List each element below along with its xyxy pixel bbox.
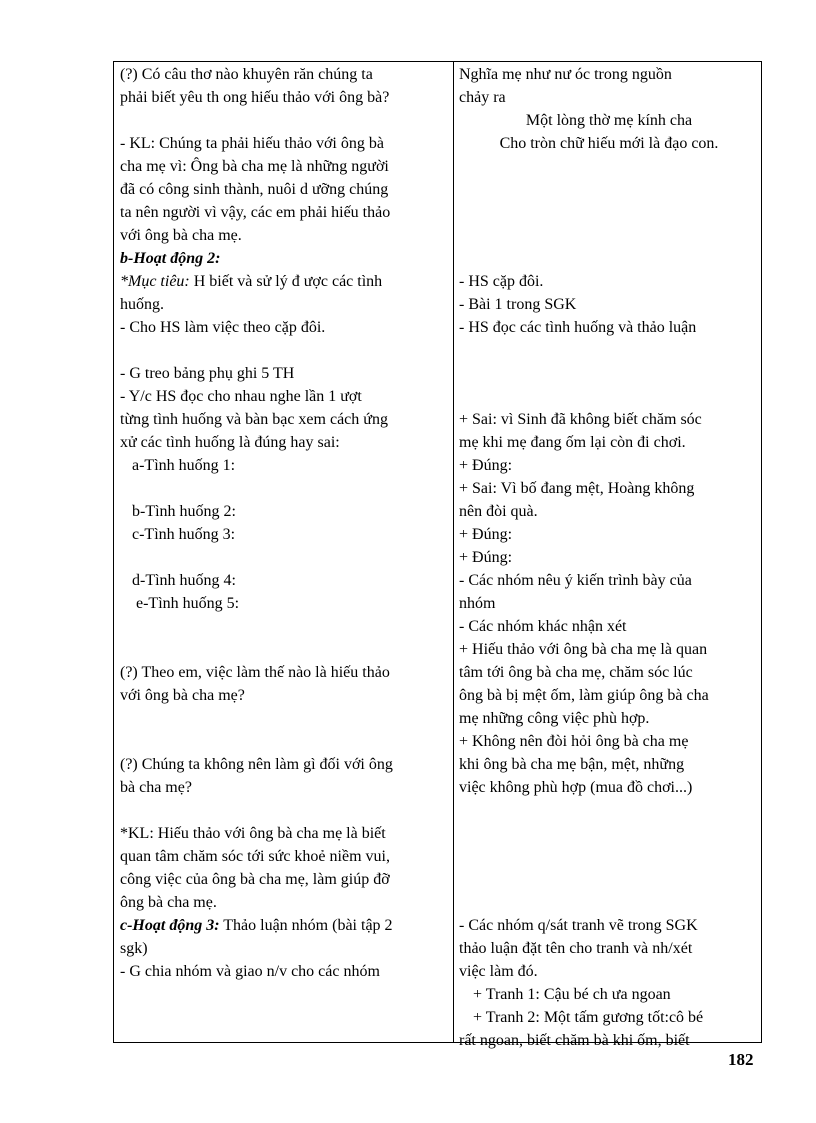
activity-3-line: sgk) xyxy=(120,940,148,957)
picture-2-line: + Tranh 2: Một tấm gương tốt:cô bé xyxy=(473,1009,704,1026)
conclusion-2-line: quan tâm chăm sóc tới sức khoẻ niềm vui, xyxy=(120,848,390,865)
board-instruction: - G treo bảng phụ ghi 5 TH xyxy=(120,365,295,382)
groups-comment: - Các nhóm khác nhận xét xyxy=(459,618,627,635)
answer-5: + Đúng: xyxy=(459,549,513,566)
conclusion-line: cha mẹ vì: Ông bà cha mẹ là những người xyxy=(120,158,389,175)
objective-label: *Mục tiêu: xyxy=(120,273,190,290)
filial-answer-line: + Hiếu thảo với ông bà cha mẹ là quan xyxy=(459,641,708,658)
question-dont-line: (?) Chúng ta không nên làm gì đối với ông xyxy=(120,756,393,773)
exercise-ref: - Bài 1 trong SGK xyxy=(459,296,577,313)
objective-line: huống. xyxy=(120,296,164,313)
answer-1-line: + Sai: vì Sinh đã không biết chăm sóc xyxy=(459,411,702,428)
reading-instruction-line: - Y/c HS đọc cho nhau nghe lần 1 ượt xyxy=(120,388,362,405)
conclusion-line: với ông bà cha mẹ. xyxy=(120,227,242,244)
poem-line: Một lòng thờ mẹ kính cha xyxy=(525,112,693,129)
objective-line xyxy=(120,270,382,293)
observe-line: việc làm đó. xyxy=(459,963,538,980)
conclusion-2-line: *KL: Hiếu thảo với ông bà cha mẹ là biết xyxy=(120,825,386,842)
proverb-line: chảy ra xyxy=(459,89,506,106)
situation-1-label: a-Tình huống 1: xyxy=(132,457,236,474)
filial-answer-line: ông bà bị mệt ốm, làm giúp ông bà cha xyxy=(459,687,709,704)
pair-response: - HS cặp đôi. xyxy=(459,273,544,290)
answer-2: + Đúng: xyxy=(459,457,513,474)
observe-line: - Các nhóm q/sát tranh vẽ trong SGK xyxy=(459,917,698,934)
group-assignment: - G chia nhóm và giao n/v cho các nhóm xyxy=(120,963,380,980)
dont-answer-line: việc không phù hợp (mua đồ chơi...) xyxy=(459,779,693,796)
picture-1-answer: + Tranh 1: Cậu bé ch ưa ngoan xyxy=(473,986,671,1003)
poem-line: Cho tròn chữ hiếu mới là đạo con. xyxy=(499,135,719,152)
pair-work-instruction: - Cho HS làm việc theo cặp đôi. xyxy=(120,319,326,336)
situation-5-label: e-Tình huống 5: xyxy=(136,595,240,612)
filial-answer-line: mẹ những công việc phù hợp. xyxy=(459,710,650,727)
question-dont-line: bà cha mẹ? xyxy=(120,779,192,796)
conclusion-2-line: ông bà cha mẹ. xyxy=(120,894,217,911)
question-poem-line: phải biết yêu th ong hiếu thảo với ông bà? xyxy=(120,89,390,106)
objective-text: H biết và sử lý đ ược các tình xyxy=(189,273,383,290)
question-filial-line: (?) Theo em, việc làm thế nào là hiếu thảo xyxy=(120,664,390,681)
filial-answer-line: tâm tới ông bà cha mẹ, chăm sóc lúc xyxy=(459,664,693,681)
dont-answer-line: + Không nên đòi hỏi ông bà cha mẹ xyxy=(459,733,689,750)
answer-3-line: + Sai: Vì bố đang mệt, Hoàng không xyxy=(459,480,695,497)
activity-3-text: Thảo luận nhóm (bài tập 2 xyxy=(219,917,393,934)
groups-present-line: - Các nhóm nêu ý kiến trình bày của xyxy=(459,572,692,589)
proverb-line: Nghĩa mẹ như nư óc trong nguồn xyxy=(459,66,672,83)
situation-4-label: d-Tình huống 4: xyxy=(132,572,236,589)
situation-3-label: c-Tình huống 3: xyxy=(132,526,236,543)
situation-2-label: b-Tình huống 2: xyxy=(132,503,236,520)
column-divider xyxy=(453,62,454,1042)
answer-1-line: mẹ khi mẹ đang ốm lại còn đi chơi. xyxy=(459,434,686,451)
dont-answer-line: khi ông bà cha mẹ bận, mệt, những xyxy=(459,756,685,773)
conclusion-line: đã có công sinh thành, nuôi d ưỡng chúng xyxy=(120,181,389,198)
reading-instruction-line: xử các tình huống là đúng hay sai: xyxy=(120,434,340,451)
activity-3-title: c-Hoạt động 3: xyxy=(120,917,220,934)
page-number: 182 xyxy=(728,1050,754,1069)
conclusion-line: - KL: Chúng ta phải hiếu thảo với ông bà xyxy=(120,135,384,152)
conclusion-2-line: công việc của ông bà cha mẹ, làm giúp đỡ xyxy=(120,871,390,888)
question-filial-line: với ông bà cha mẹ? xyxy=(120,687,245,704)
question-poem-line: (?) Có câu thơ nào khuyên răn chúng ta xyxy=(120,66,373,83)
activity-3-heading xyxy=(120,914,393,937)
reading-instruction-line: từng tình huống và bàn bạc xem cách ứng xyxy=(120,411,388,428)
picture-2-line: rất ngoan, biết chăm bà khi ốm, biết xyxy=(459,1032,690,1049)
activity-2-heading: b-Hoạt động 2: xyxy=(120,250,221,267)
groups-present-line: nhóm xyxy=(459,595,496,612)
answer-3-line: nên đòi quà. xyxy=(459,503,538,520)
answer-4: + Đúng: xyxy=(459,526,513,543)
conclusion-line: ta nên người vì vậy, các em phải hiếu thảo xyxy=(120,204,391,221)
lesson-table xyxy=(113,61,762,1049)
discussion-response: - HS đọc các tình huống và thảo luận xyxy=(459,319,697,336)
observe-line: thảo luận đặt tên cho tranh và nh/xét xyxy=(459,940,693,957)
